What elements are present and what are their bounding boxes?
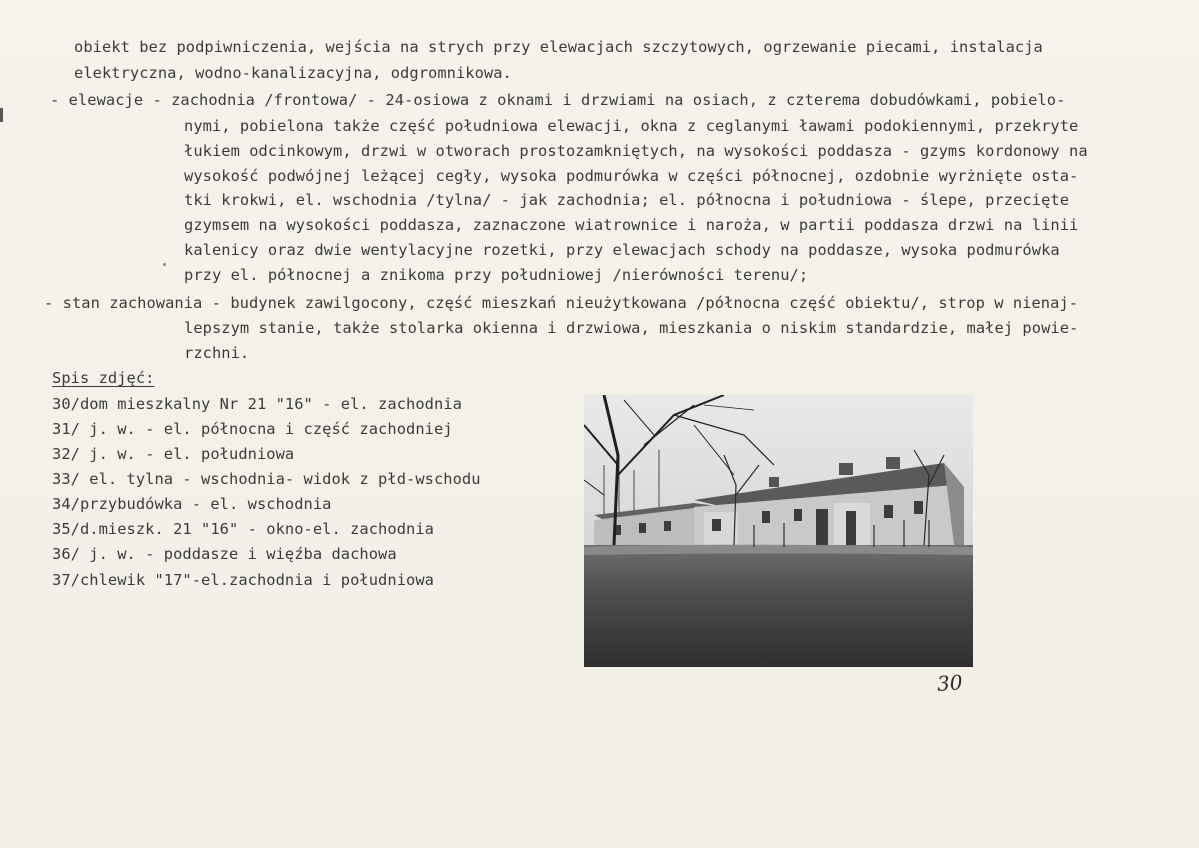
building-photo: [584, 395, 973, 667]
body-line: łukiem odcinkowym, drzwi w otworach prostozamkniętych, na wysokości poddasza - gzyms kordonowy na: [184, 142, 1088, 160]
stray-mark: [163, 263, 166, 266]
body-line: nymi, pobielona także część południowa elewacji, okna z ceglanymi ławami podokiennymi, przekryte: [184, 117, 1079, 135]
photo-list-heading: Spis zdjęć:: [52, 369, 155, 387]
body-line: lepszym stanie, także stolarka okienna i drzwiowa, mieszkania o niskim standardzie, małej powie-: [184, 319, 1079, 337]
body-line: wysokość podwójnej leżącej cegły, wysoka podmurówka w części północnej, ozdobnie wyrżnięte osta-: [184, 167, 1079, 185]
body-line: tki krokwi, el. wschodnia /tylna/ - jak zachodnia; el. północna i południowa - ślepe, przecięte: [184, 191, 1070, 209]
photo-list-item: 34/przybudówka - el. wschodnia: [52, 495, 332, 513]
body-line: elektryczna, wodno-kanalizacyjna, odgromnikowa.: [74, 64, 512, 82]
page-number: 30: [936, 670, 964, 696]
body-line: - elewacje - zachodnia /frontowa/ - 24-osiowa z oknami i drzwiami na osiach, z czterema dobudówkami, pobielo-: [50, 91, 1066, 109]
photo-list-item: 30/dom mieszkalny Nr 21 "16" - el. zachodnia: [52, 395, 462, 413]
body-line: kalenicy oraz dwie wentylacyjne rozetki, przy elewacjach schody na poddasze, wysoka podmurówka: [184, 241, 1060, 259]
photo-list-item: 36/ j. w. - poddasze i więźba dachowa: [52, 545, 397, 563]
body-line: gzymsem na wysokości poddasza, zaznaczone wiatrownice i naroża, w partii poddasza drzwi na linii: [184, 216, 1079, 234]
body-line: - stan zachowania - budynek zawilgocony, część mieszkań nieużytkowana /północna część obiektu/, strop w nienaj-: [44, 294, 1079, 312]
photo-list-item: 32/ j. w. - el. południowa: [52, 445, 295, 463]
body-line: obiekt bez podpiwniczenia, wejścia na strych przy elewacjach szczytowych, ogrzewanie piecami, instalacja: [74, 38, 1043, 56]
body-line: rzchni.: [184, 344, 250, 362]
photo-list-item: 37/chlewik "17"-el.zachodnia i południowa: [52, 571, 434, 589]
body-line: przy el. północnej a znikoma przy południowej /nierówności terenu/;: [184, 266, 809, 284]
margin-mark: [0, 108, 3, 122]
photo-list-item: 35/d.mieszk. 21 "16" - okno-el. zachodnia: [52, 520, 434, 538]
photo-list-item: 31/ j. w. - el. północna i część zachodniej: [52, 420, 453, 438]
photo-list-item: 33/ el. tylna - wschodnia- widok z płd-wschodu: [52, 470, 481, 488]
